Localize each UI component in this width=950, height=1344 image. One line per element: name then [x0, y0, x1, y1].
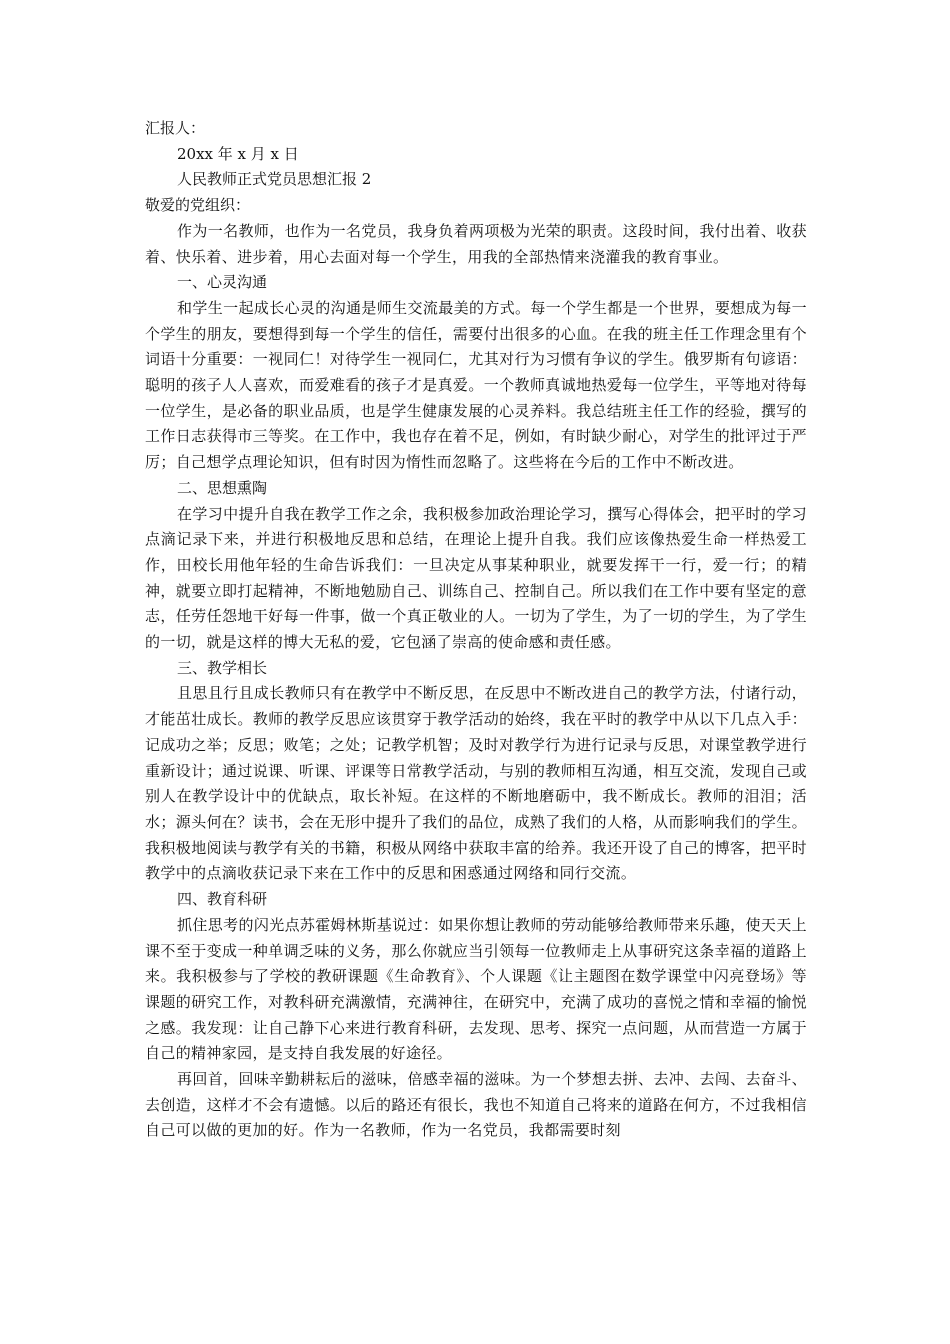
reporter-line: 汇报人：	[145, 119, 206, 137]
intro-paragraph: 作为一名教师，也作为一名党员，我身负着两项极为光荣的职责。这段时间，我付出着、收获着、快乐着、进步着，用心去面对每一个学生，用我的全部热情来浇灌我的教育事业。	[145, 221, 807, 266]
section-paragraph-2: 在学习中提升自我在教学工作之余，我积极参加政治理论学习，撰写心得体会，把平时的学习点滴记录下来，并进行积极地反思和总结，在理论上提升自我。我们应该像热爱生命一样热爱工作，田校长用他年轻的生命告诉我们：一旦决定从事某种职业，就要发挥干一行，爱一行；的精神，就要立即打起精神，不断地勉励自己、训练自己、控制自己。所以我们在工作中要有坚定的意志，任劳任怨地干好每一件事，做一个真正敬业的人。一切为了学生，为了一切的学生，为了学生的一切，就是这样的博大无私的爱，它包涵了崇高的使命感和责任感。	[145, 504, 807, 652]
closing-paragraph: 再回首，回味辛勤耕耘后的滋味，倍感幸福的滋味。为一个梦想去拼、去冲、去闯、去奋斗、去创造，这样才不会有遗憾。以后的路还有很长，我也不知道自己将来的道路在何方，不过我相信自己可以做的更加的好。作为一名教师，作为一名党员，我都需要时刻	[145, 1070, 807, 1140]
section-heading-3: 三、教学相长	[177, 658, 268, 677]
section-paragraph-4: 抓住思考的闪光点苏霍姆林斯基说过：如果你想让教师的劳动能够给教师带来乐趣，使天天上课不至于变成一种单调乏味的义务，那么你就应当引领每一位教师走上从事研究这条幸福的道路上来。我积极参与了学校的教研课题《生命教育》、个人课题《让主题图在数学课堂中闪亮登场》等课题的研究工作，对教科研充满激情，充满神往，在研究中，充满了成功的喜悦之情和幸福的愉悦之感。我发现：让自己静下心来进行教育科研，去发现、思考、探究一点问题，从而营造一方属于自己的精神家园，是支持自我发展的好途径。	[145, 915, 807, 1063]
section-paragraph-1: 和学生一起成长心灵的沟通是师生交流最美的方式。每一个学生都是一个世界，要想成为每一个学生的朋友，要想得到每一个学生的信任，需要付出很多的心血。在我的班主任工作理念里有个词语十分重要：一视同仁！对待学生一视同仁，尤其对行为习惯有争议的学生。俄罗斯有句谚语：聪明的孩子人人喜欢，而爱难看的孩子才是真爱。一个教师真诚地热爱每一位学生，平等地对待每一位学生，是必备的职业品质，也是学生健康发展的心灵养料。我总结班主任工作的经验，撰写的工作日志获得市三等奖。在工作中，我也存在着不足，例如，有时缺少耐心，对学生的批评过于严厉；自己想学点理论知识，但有时因为惰性而忽略了。这些将在今后的工作中不断改进。	[145, 298, 807, 472]
section-heading-1: 一、心灵沟通	[177, 273, 268, 292]
salutation: 敬爱的党组织：	[145, 196, 251, 215]
section-paragraph-3: 且思且行且成长教师只有在教学中不断反思，在反思中不断改进自己的教学方法，付诸行动，才能茁壮成长。教师的教学反思应该贯穿于教学活动的始终，我在平时的教学中从以下几点入手：记成功之举；反思；败笔；之处；记教学机智；及时对教学行为进行记录与反思，对课堂教学进行重新设计；通过说课、听课、评课等日常教学活动，与别的教师相互沟通，相互交流，发现自己或别人在教学设计中的优缺点，取长补短。在这样的不断地磨砺中，我不断成长。教师的泪泪；活水；源头何在？读书，会在无形中提升了我们的品位，成熟了我们的人格，从而影响我们的学生。我积极地阅读与教学有关的书籍，积极从网络中获取丰富的给养。我还开设了自己的博客，把平时教学中的点滴收获记录下来在工作中的反思和困惑通过网络和同行交流。	[145, 684, 807, 883]
section-heading-4: 四、教育科研	[177, 890, 268, 909]
document-page	[145, 116, 807, 1144]
section-heading-2: 二、思想熏陶	[177, 478, 268, 497]
document-title: 人民教师正式党员思想汇报 2	[177, 170, 372, 189]
date-line: 20xx 年 x 月 x 日	[177, 144, 299, 163]
